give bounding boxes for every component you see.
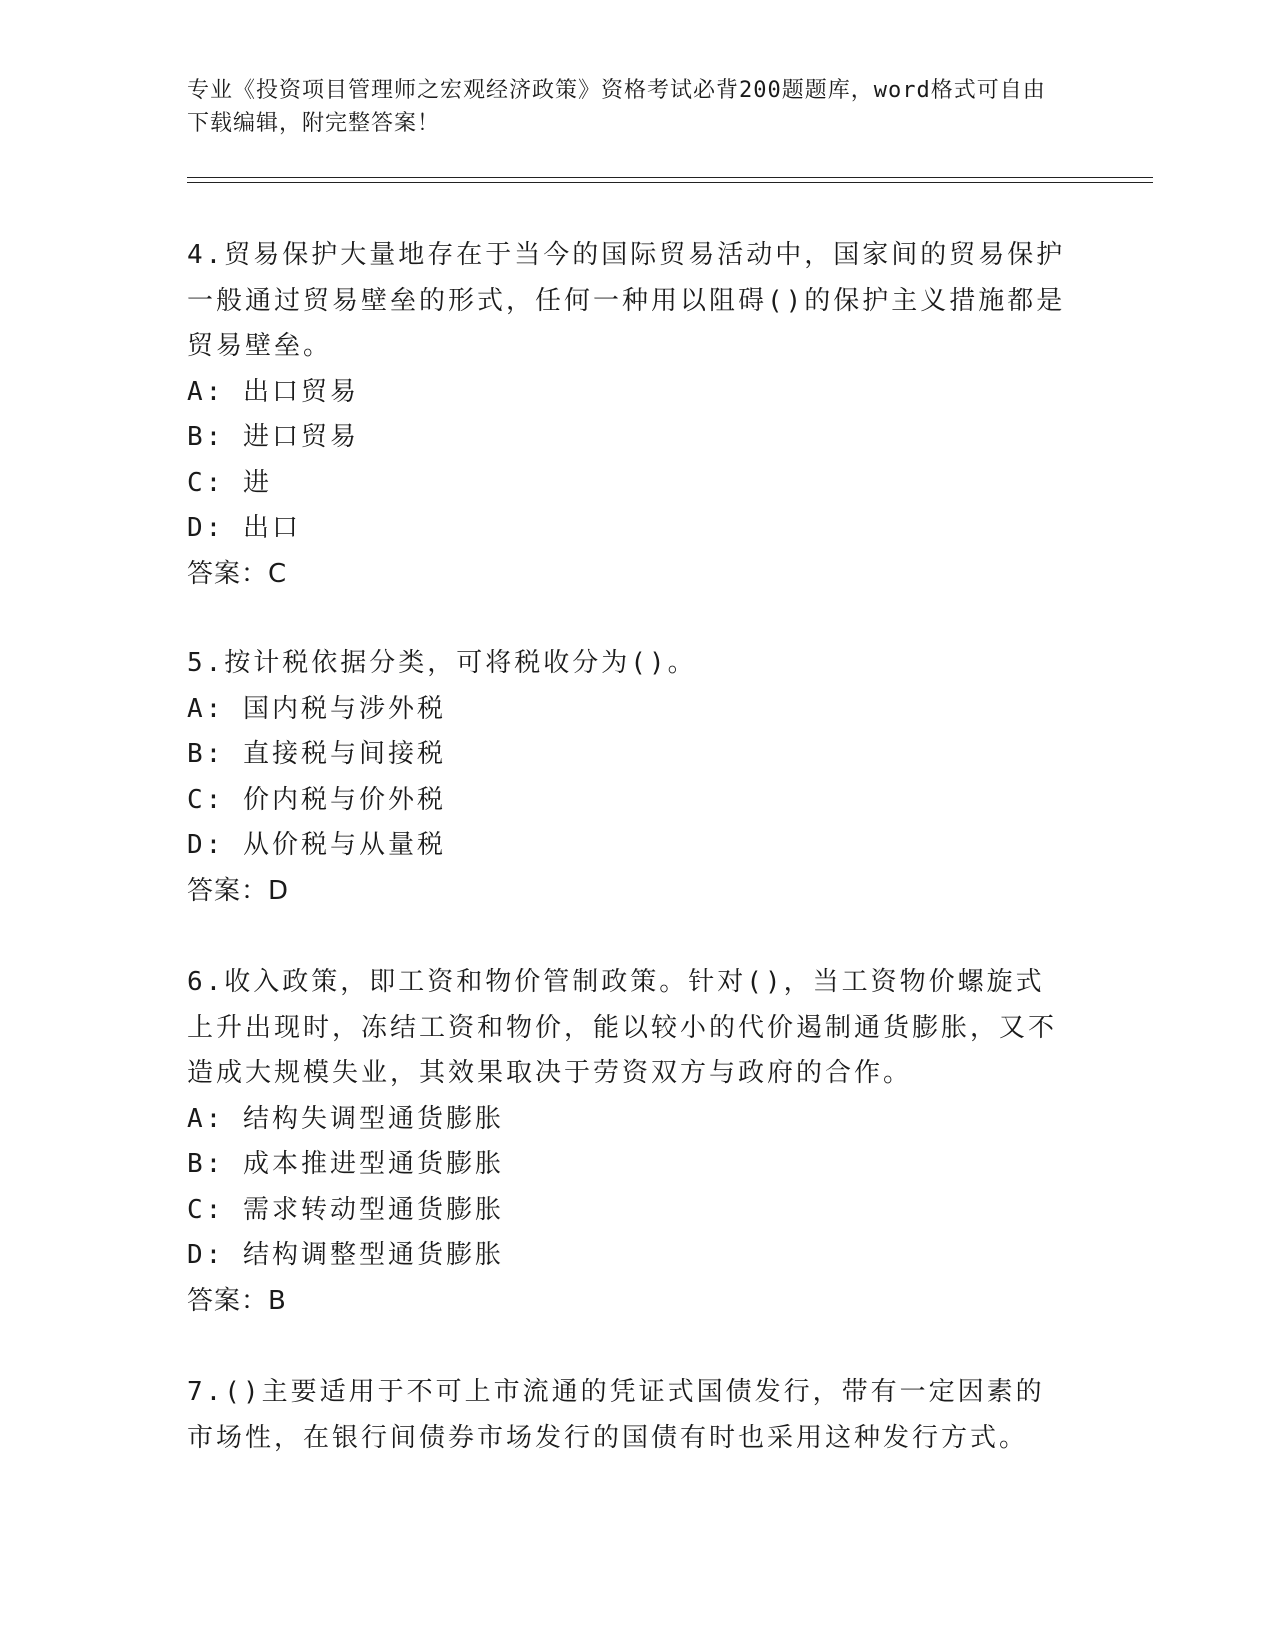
header-divider-top (187, 177, 1153, 178)
option-d: D: 结构调整型通货膨胀 (187, 1240, 504, 1270)
answer: 答案：D (187, 875, 290, 906)
document-header (187, 74, 1067, 140)
option-a: A: 国内税与涉外税 (187, 693, 446, 724)
option-a: A: 结构失调型通货膨胀 (187, 1103, 504, 1134)
question-6 (187, 960, 1067, 1324)
option-c: C: 价内税与价外税 (187, 784, 446, 815)
question-text: 7.()主要适用于不可上市流通的凭证式国债发行，带有一定因素的市场性，在银行间债券市场发行的国债有时也采用这种发行方式。 (187, 1377, 1045, 1453)
header-divider-bottom (187, 182, 1153, 183)
option-c: C: 需求转动型通货膨胀 (187, 1194, 504, 1225)
question-text: 5.按计税依据分类，可将税收分为()。 (187, 648, 697, 678)
option-a: A: 出口贸易 (187, 376, 359, 407)
option-d: D: 出口 (187, 513, 301, 543)
option-b: B: 成本推进型通货膨胀 (187, 1149, 504, 1179)
question-text: 4.贸易保护大量地存在于当今的国际贸易活动中，国家间的贸易保护一般通过贸易壁垒的形式，任何一种用以阻碍()的保护主义措施都是贸易壁垒。 (187, 240, 1066, 361)
question-4 (187, 233, 1067, 597)
option-c: C: 进 (187, 467, 272, 498)
question-text: 6.收入政策，即工资和物价管制政策。针对()，当工资物价螺旋式上升出现时，冻结工资和物价，能以较小的代价遏制通货膨胀，又不造成大规模失业，其效果取决于劳资双方与政府的合作。 (187, 967, 1058, 1088)
header-text: 专业《投资项目管理师之宏观经济政策》资格考试必背200题题库，word格式可自由下载编辑，附完整答案！ (187, 78, 1046, 136)
option-b: B: 进口贸易 (187, 422, 359, 452)
question-5 (187, 641, 1067, 914)
option-d: D: 从价税与从量税 (187, 830, 446, 860)
question-7 (187, 1370, 1067, 1461)
answer: 答案：B (187, 1285, 287, 1316)
option-b: B: 直接税与间接税 (187, 739, 446, 769)
answer: 答案：C (187, 558, 288, 589)
